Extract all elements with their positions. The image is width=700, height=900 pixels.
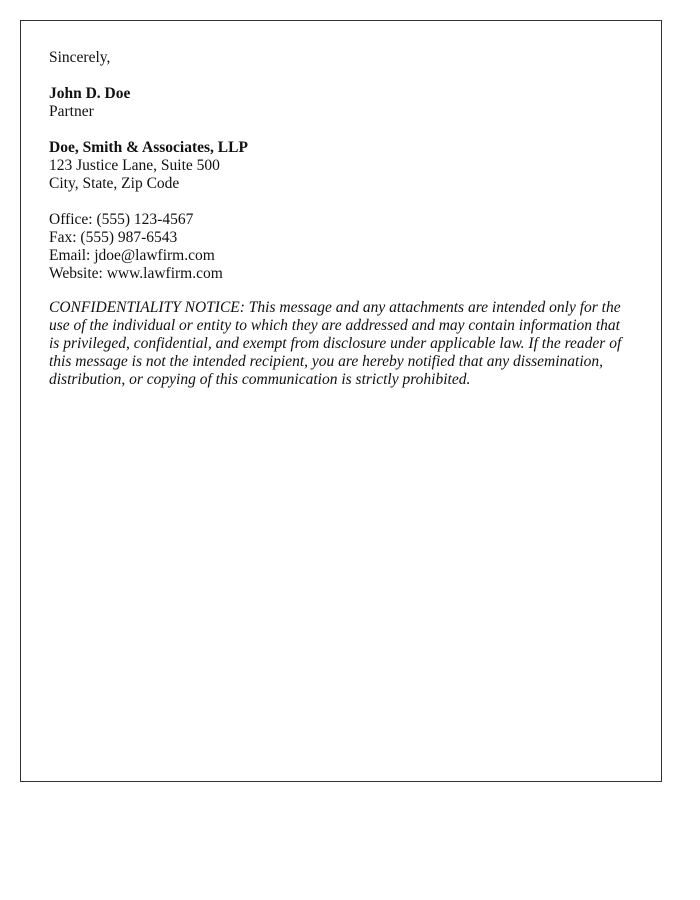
firm-address-line2: City, State, Zip Code bbox=[49, 175, 180, 192]
signer-title: Partner bbox=[49, 103, 94, 120]
confidentiality-notice: CONFIDENTIALITY NOTICE: This message and any attachments are intended only for the use of the individual or entity to which they are addressed and may contain information that is privileged, confidential, and exempt from disclosure under applicable law. If the reader of this message is not the intended recipient, you are hereby notified that any dissemination, distribution, or copying of this communication is strictly prohibited. bbox=[49, 299, 622, 388]
office-phone: Office: (555) 123-4567 bbox=[49, 211, 194, 228]
website-address: Website: www.lawfirm.com bbox=[49, 265, 223, 282]
firm-address-line1: 123 Justice Lane, Suite 500 bbox=[49, 157, 220, 174]
email-address: Email: jdoe@lawfirm.com bbox=[49, 247, 215, 264]
signer-name: John D. Doe bbox=[49, 85, 131, 102]
firm-name: Doe, Smith & Associates, LLP bbox=[49, 139, 248, 156]
spacer bbox=[49, 193, 633, 211]
spacer bbox=[49, 121, 633, 139]
fax-number: Fax: (555) 987-6543 bbox=[49, 229, 178, 246]
spacer bbox=[49, 67, 633, 85]
email-signature bbox=[49, 49, 633, 405]
document-page bbox=[20, 20, 662, 782]
closing-text: Sincerely, bbox=[49, 49, 111, 66]
